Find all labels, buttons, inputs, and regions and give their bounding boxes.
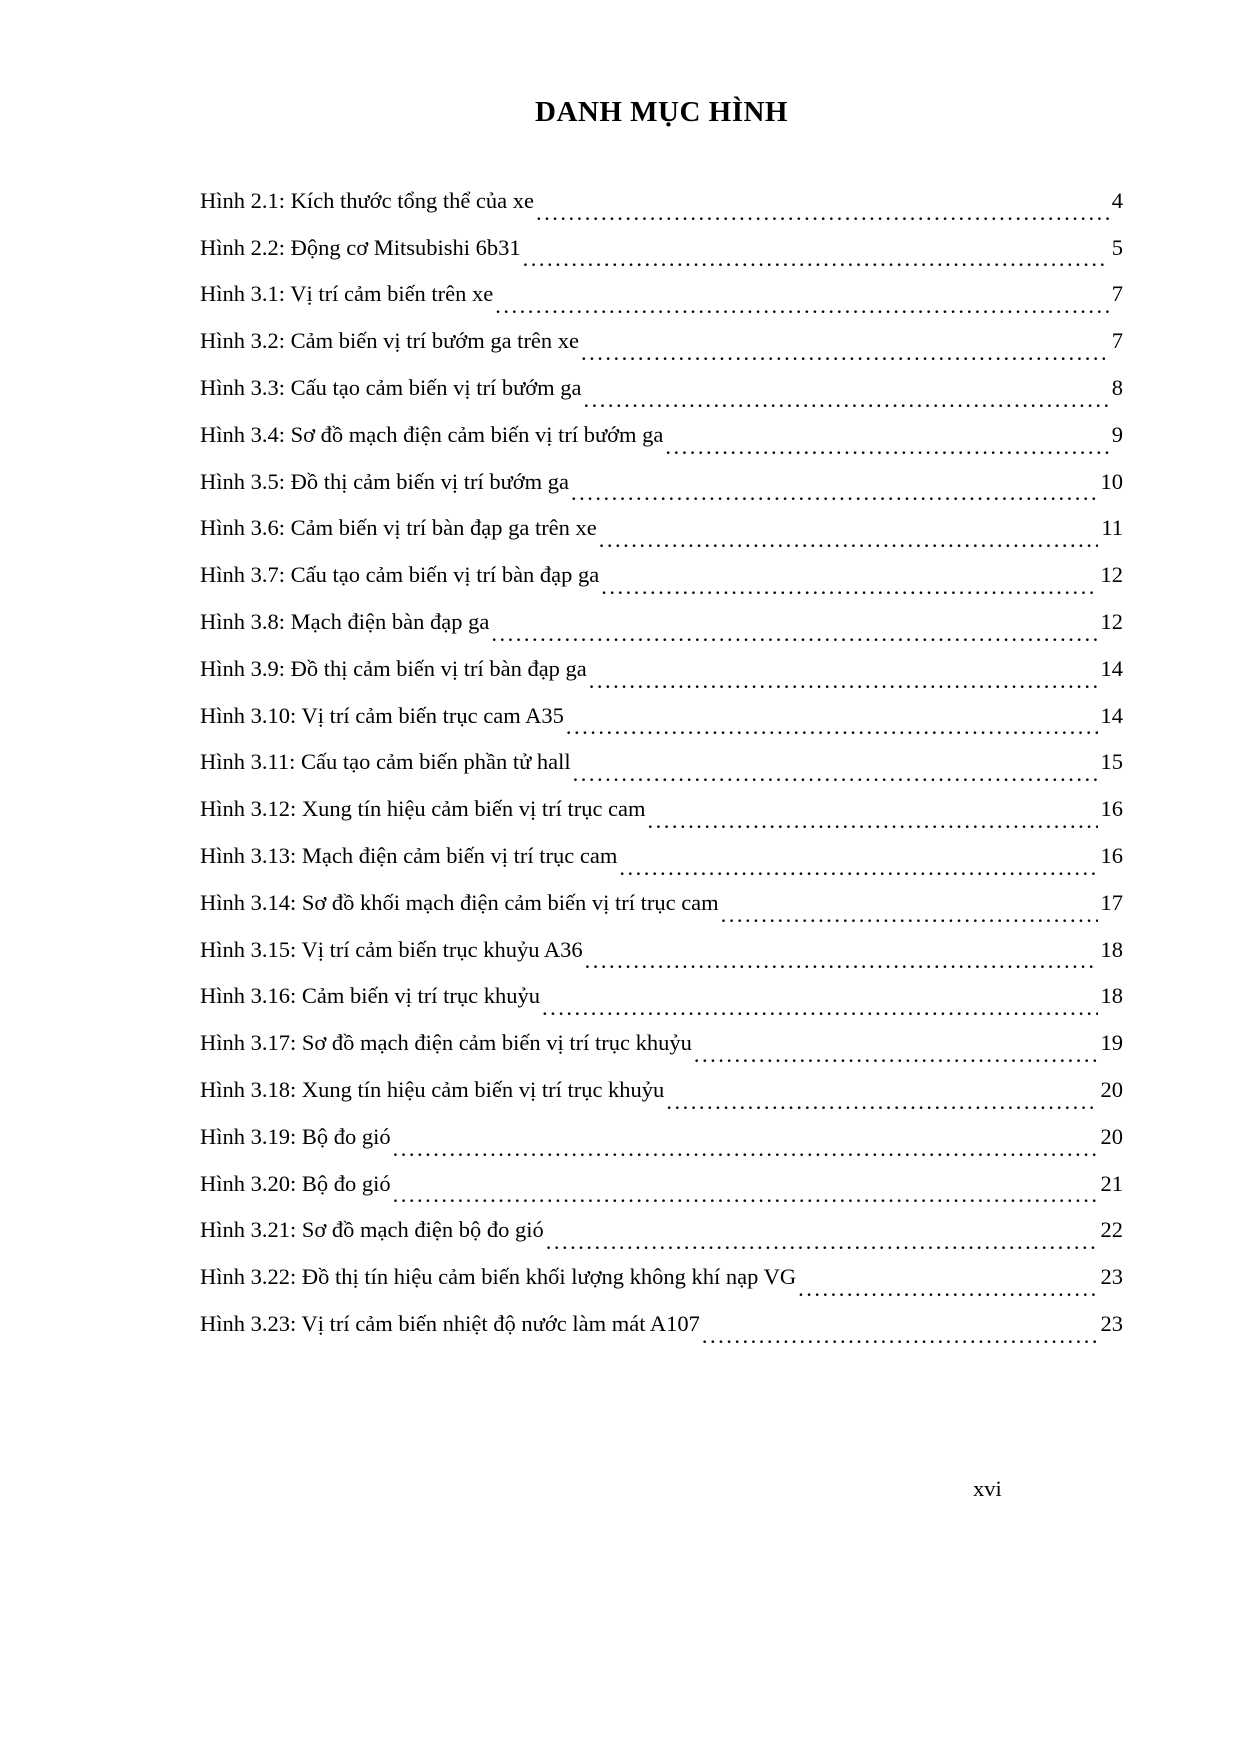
toc-entry xyxy=(200,1030,1123,1077)
toc-entry-label: Hình 3.3: Cấu tạo cảm biến vị trí bướm ga xyxy=(200,374,582,400)
toc-entry xyxy=(200,796,1123,843)
dot-leader xyxy=(546,1217,1098,1264)
toc-entry-page: 20 xyxy=(1100,1123,1123,1149)
toc-entry xyxy=(200,890,1123,937)
toc-entry xyxy=(200,1124,1123,1171)
dot-leader xyxy=(599,515,1099,562)
page-number-footer: xvi xyxy=(973,1476,1002,1501)
toc-entry xyxy=(200,1311,1123,1358)
dot-leader xyxy=(573,749,1098,796)
toc-entry-page: 18 xyxy=(1100,983,1123,1009)
dot-leader xyxy=(571,469,1097,516)
toc-entry xyxy=(200,1217,1123,1264)
toc-entry xyxy=(200,281,1123,328)
toc-entry-label: Hình 3.12: Xung tín hiệu cảm biến vị trí trục cam xyxy=(200,796,646,822)
toc-entry-page: 11 xyxy=(1101,515,1123,541)
toc-entry-page: 20 xyxy=(1100,1076,1123,1102)
toc-entry-page: 4 xyxy=(1111,187,1123,213)
toc-entry-page: 19 xyxy=(1100,1030,1123,1056)
toc-entry-label: Hình 3.20: Bộ đo gió xyxy=(200,1170,391,1196)
toc-entry xyxy=(200,749,1123,796)
dot-leader xyxy=(589,656,1098,703)
toc-entry xyxy=(200,375,1123,422)
toc-entry-label: Hình 3.13: Mạch điện cảm biến vị trí trục cam xyxy=(200,842,618,868)
toc-entry xyxy=(200,422,1123,469)
toc-entry-page: 23 xyxy=(1100,1264,1123,1290)
toc-entry-label: Hình 3.15: Vị trí cảm biến trục khuỷu A36 xyxy=(200,936,583,962)
dot-leader xyxy=(694,1030,1098,1077)
toc-entry-label: Hình 3.21: Sơ đồ mạch điện bộ đo gió xyxy=(200,1217,544,1243)
toc-entry-page: 22 xyxy=(1100,1217,1123,1243)
dot-leader xyxy=(666,1077,1097,1124)
dot-leader xyxy=(702,1311,1098,1358)
toc-entry-label: Hình 3.18: Xung tín hiệu cảm biến vị trí trục khuỷu xyxy=(200,1076,665,1102)
page-title: DANH MỤC HÌNH xyxy=(535,96,788,128)
toc-entry xyxy=(200,609,1123,656)
dot-leader xyxy=(798,1264,1097,1311)
toc-entry-page: 23 xyxy=(1100,1310,1123,1336)
toc-entry xyxy=(200,515,1123,562)
figure-list xyxy=(200,188,1123,1358)
toc-entry-label: Hình 3.9: Đồ thị cảm biến vị trí bàn đạp ga xyxy=(200,655,587,681)
toc-entry-label: Hình 3.22: Đồ thị tín hiệu cảm biến khối lượng không khí nạp VG xyxy=(200,1264,797,1290)
toc-entry-page: 8 xyxy=(1111,374,1123,400)
toc-entry xyxy=(200,188,1123,235)
toc-entry-label: Hình 3.5: Đồ thị cảm biến vị trí bướm ga xyxy=(200,468,570,494)
dot-leader xyxy=(581,328,1109,375)
toc-entry-label: Hình 3.17: Sơ đồ mạch điện cảm biến vị trí trục khuỷu xyxy=(200,1030,692,1056)
dot-leader xyxy=(648,796,1098,843)
toc-entry-label: Hình 3.11: Cấu tạo cảm biến phần tử hall xyxy=(200,749,571,775)
dot-leader xyxy=(393,1124,1098,1171)
dot-leader xyxy=(585,937,1098,984)
toc-entry-label: Hình 3.2: Cảm biến vị trí bướm ga trên xe xyxy=(200,328,580,354)
toc-entry-page: 12 xyxy=(1100,562,1123,588)
toc-entry xyxy=(200,843,1123,890)
toc-entry-page: 7 xyxy=(1111,281,1123,307)
dot-leader xyxy=(619,843,1097,890)
toc-entry xyxy=(200,1264,1123,1311)
toc-entry-label: Hình 2.1: Kích thước tổng thể của xe xyxy=(200,187,535,213)
toc-entry-label: Hình 3.16: Cảm biến vị trí trục khuỷu xyxy=(200,983,540,1009)
dot-leader xyxy=(523,235,1109,282)
toc-entry-label: Hình 3.10: Vị trí cảm biến trục cam A35 xyxy=(200,702,564,728)
toc-entry xyxy=(200,937,1123,984)
toc-entry-page: 14 xyxy=(1100,702,1123,728)
toc-entry-label: Hình 3.4: Sơ đồ mạch điện cảm biến vị trí bướm ga xyxy=(200,421,664,447)
dot-leader xyxy=(495,281,1108,328)
toc-entry-page: 16 xyxy=(1100,842,1123,868)
toc-entry-page: 21 xyxy=(1100,1170,1123,1196)
toc-entry xyxy=(200,562,1123,609)
dot-leader xyxy=(491,609,1097,656)
toc-entry xyxy=(200,703,1123,750)
dot-leader xyxy=(601,562,1097,609)
toc-entry xyxy=(200,1171,1123,1218)
toc-entry-label: Hình 3.8: Mạch điện bàn đạp ga xyxy=(200,608,490,634)
toc-entry-label: Hình 3.14: Sơ đồ khối mạch điện cảm biến vị trí trục cam xyxy=(200,889,719,915)
toc-entry-page: 14 xyxy=(1100,655,1123,681)
toc-entry-page: 18 xyxy=(1100,936,1123,962)
toc-entry xyxy=(200,656,1123,703)
toc-entry-label: Hình 3.19: Bộ đo gió xyxy=(200,1123,391,1149)
toc-entry-label: Hình 3.23: Vị trí cảm biến nhiệt độ nước làm mát A107 xyxy=(200,1310,700,1336)
toc-entry xyxy=(200,1077,1123,1124)
toc-entry xyxy=(200,328,1123,375)
toc-entry-label: Hình 3.1: Vị trí cảm biến trên xe xyxy=(200,281,494,307)
dot-leader xyxy=(542,983,1098,1030)
dot-leader xyxy=(393,1171,1098,1218)
dot-leader xyxy=(536,188,1109,235)
toc-entry-label: Hình 2.2: Động cơ Mitsubishi 6b31 xyxy=(200,234,521,260)
toc-entry-page: 9 xyxy=(1111,421,1123,447)
toc-entry-label: Hình 3.6: Cảm biến vị trí bàn đạp ga trên xe xyxy=(200,515,597,541)
dot-leader xyxy=(566,703,1098,750)
toc-entry-page: 15 xyxy=(1100,749,1123,775)
toc-entry xyxy=(200,983,1123,1030)
dot-leader xyxy=(721,890,1098,937)
toc-entry-label: Hình 3.7: Cấu tạo cảm biến vị trí bàn đạp ga xyxy=(200,562,600,588)
toc-entry-page: 16 xyxy=(1100,796,1123,822)
toc-entry-page: 5 xyxy=(1111,234,1123,260)
dot-leader xyxy=(665,422,1108,469)
toc-entry xyxy=(200,235,1123,282)
dot-leader xyxy=(584,375,1109,422)
toc-entry-page: 7 xyxy=(1111,328,1123,354)
toc-entry-page: 17 xyxy=(1100,889,1123,915)
toc-entry xyxy=(200,469,1123,516)
toc-entry-page: 12 xyxy=(1100,608,1123,634)
toc-entry-page: 10 xyxy=(1100,468,1123,494)
